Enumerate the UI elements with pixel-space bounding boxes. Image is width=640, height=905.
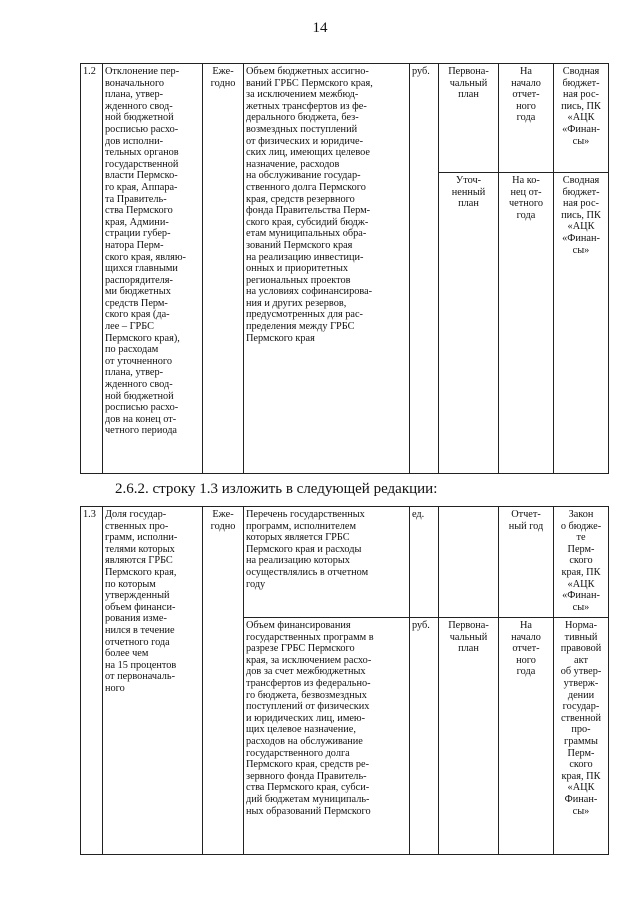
row-number: 1.3	[81, 507, 103, 855]
instruction-text: 2.6.2. строку 1.3 изложить в следующей редакции:	[115, 481, 438, 497]
data-source: Сводная бюджет- ная рос- пись, ПК «АЦК «Финан- сы»	[554, 173, 609, 474]
date-point: На начало отчет- ного года	[499, 64, 554, 173]
periodicity: Еже- годно	[203, 507, 244, 855]
indicator-description: Объем финансирования государственных программ в разрезе ГРБС Пермского края, за исключением расхо- дов за счет межбюджетных трансфертов из федерально- го бюджета, безвозмездных поступлений от физических и юридических лиц, имею- щих целевое назначение, расходов на обслуживание государственного долга Пермского края, средств ре- зервного фонда Правитель- ства Пермского края, субси- дий бюджетам муниципаль- ных образований Пермского	[244, 618, 410, 855]
indicator-table-1-2	[80, 63, 609, 474]
date-point: Отчет- ный год	[499, 507, 554, 618]
plan-type: Первона- чальный план	[439, 64, 499, 173]
page-number: 14	[312, 20, 328, 36]
data-source: Норма- тивный правовой акт об утвер- утверж- дении государ- ственной про- граммы Перм- ского края, ПК «АЦК Финан- сы»	[554, 618, 609, 855]
plan-type: Уточ- ненный план	[439, 173, 499, 474]
indicator-description: Перечень государственных программ, исполнителем которых является ГРБС Пермского края и расходы на реализацию которых осуществлялись в отчетном году	[244, 507, 410, 618]
table-row	[81, 507, 609, 618]
data-source: Сводная бюджет- ная рос- пись, ПК «АЦК «Финан- сы»	[554, 64, 609, 173]
indicator-name: Доля государ- ственных про- грамм, исполни- телями которых являются ГРБС Пермского края, по которым утвержденный объем финанси- рования изме- нился в течение отчетного года более чем на 15 процентов от первоначаль- ного	[103, 507, 203, 855]
unit: руб.	[410, 618, 439, 855]
indicator-table-1-3	[80, 506, 609, 855]
indicator-name: Отклонение пер- воначального плана, утвер- жденного свод- ной бюджетной росписью расхо- дов исполни- тельных органов государственной власти Пермско- го края, Аппара- та Правитель- ства Пермского края, Админи- страции губер- натора Перм- ского края, являю- щихся главными распорядителя- ми бюджетных средств Перм- ского края (да- лее – ГРБС Пермского края), по расходам от уточненного плана, утвер- жденного свод- ной бюджетной росписью расхо- дов на конец от- четного периода	[103, 64, 203, 474]
row-number: 1.2	[81, 64, 103, 474]
indicator-description: Объем бюджетных ассигно- ваний ГРБС Пермского края, за исключением межбюд- жетных трансфертов из фе- дерального бюджета, без- возмездных поступлений от физических и юридиче- ских лиц, имеющих целевое назначение, расходов на обслуживание государ- ственного долга Пермского края, средств резервного фонда Правительства Перм- ского края, субсидий бюдж- етам муниципальных обра- зований Пермского края на реализацию инвестици- онных и приоритетных региональных проектов на условиях софинансирова- ния и других резервов, предусмотренных для рас- пределения между ГРБС Пермского края	[244, 64, 410, 474]
date-point: На начало отчет- ного года	[499, 618, 554, 855]
unit: ед.	[410, 507, 439, 618]
table-row	[81, 64, 609, 173]
date-point: На ко- нец от- четного года	[499, 173, 554, 474]
periodicity: Еже- годно	[203, 64, 244, 474]
data-source: Закон о бюдже- те Перм- ского края, ПК «АЦК «Финан- сы»	[554, 507, 609, 618]
plan-type: Первона- чальный план	[439, 618, 499, 855]
unit: руб.	[410, 64, 439, 474]
plan-type	[439, 507, 499, 618]
